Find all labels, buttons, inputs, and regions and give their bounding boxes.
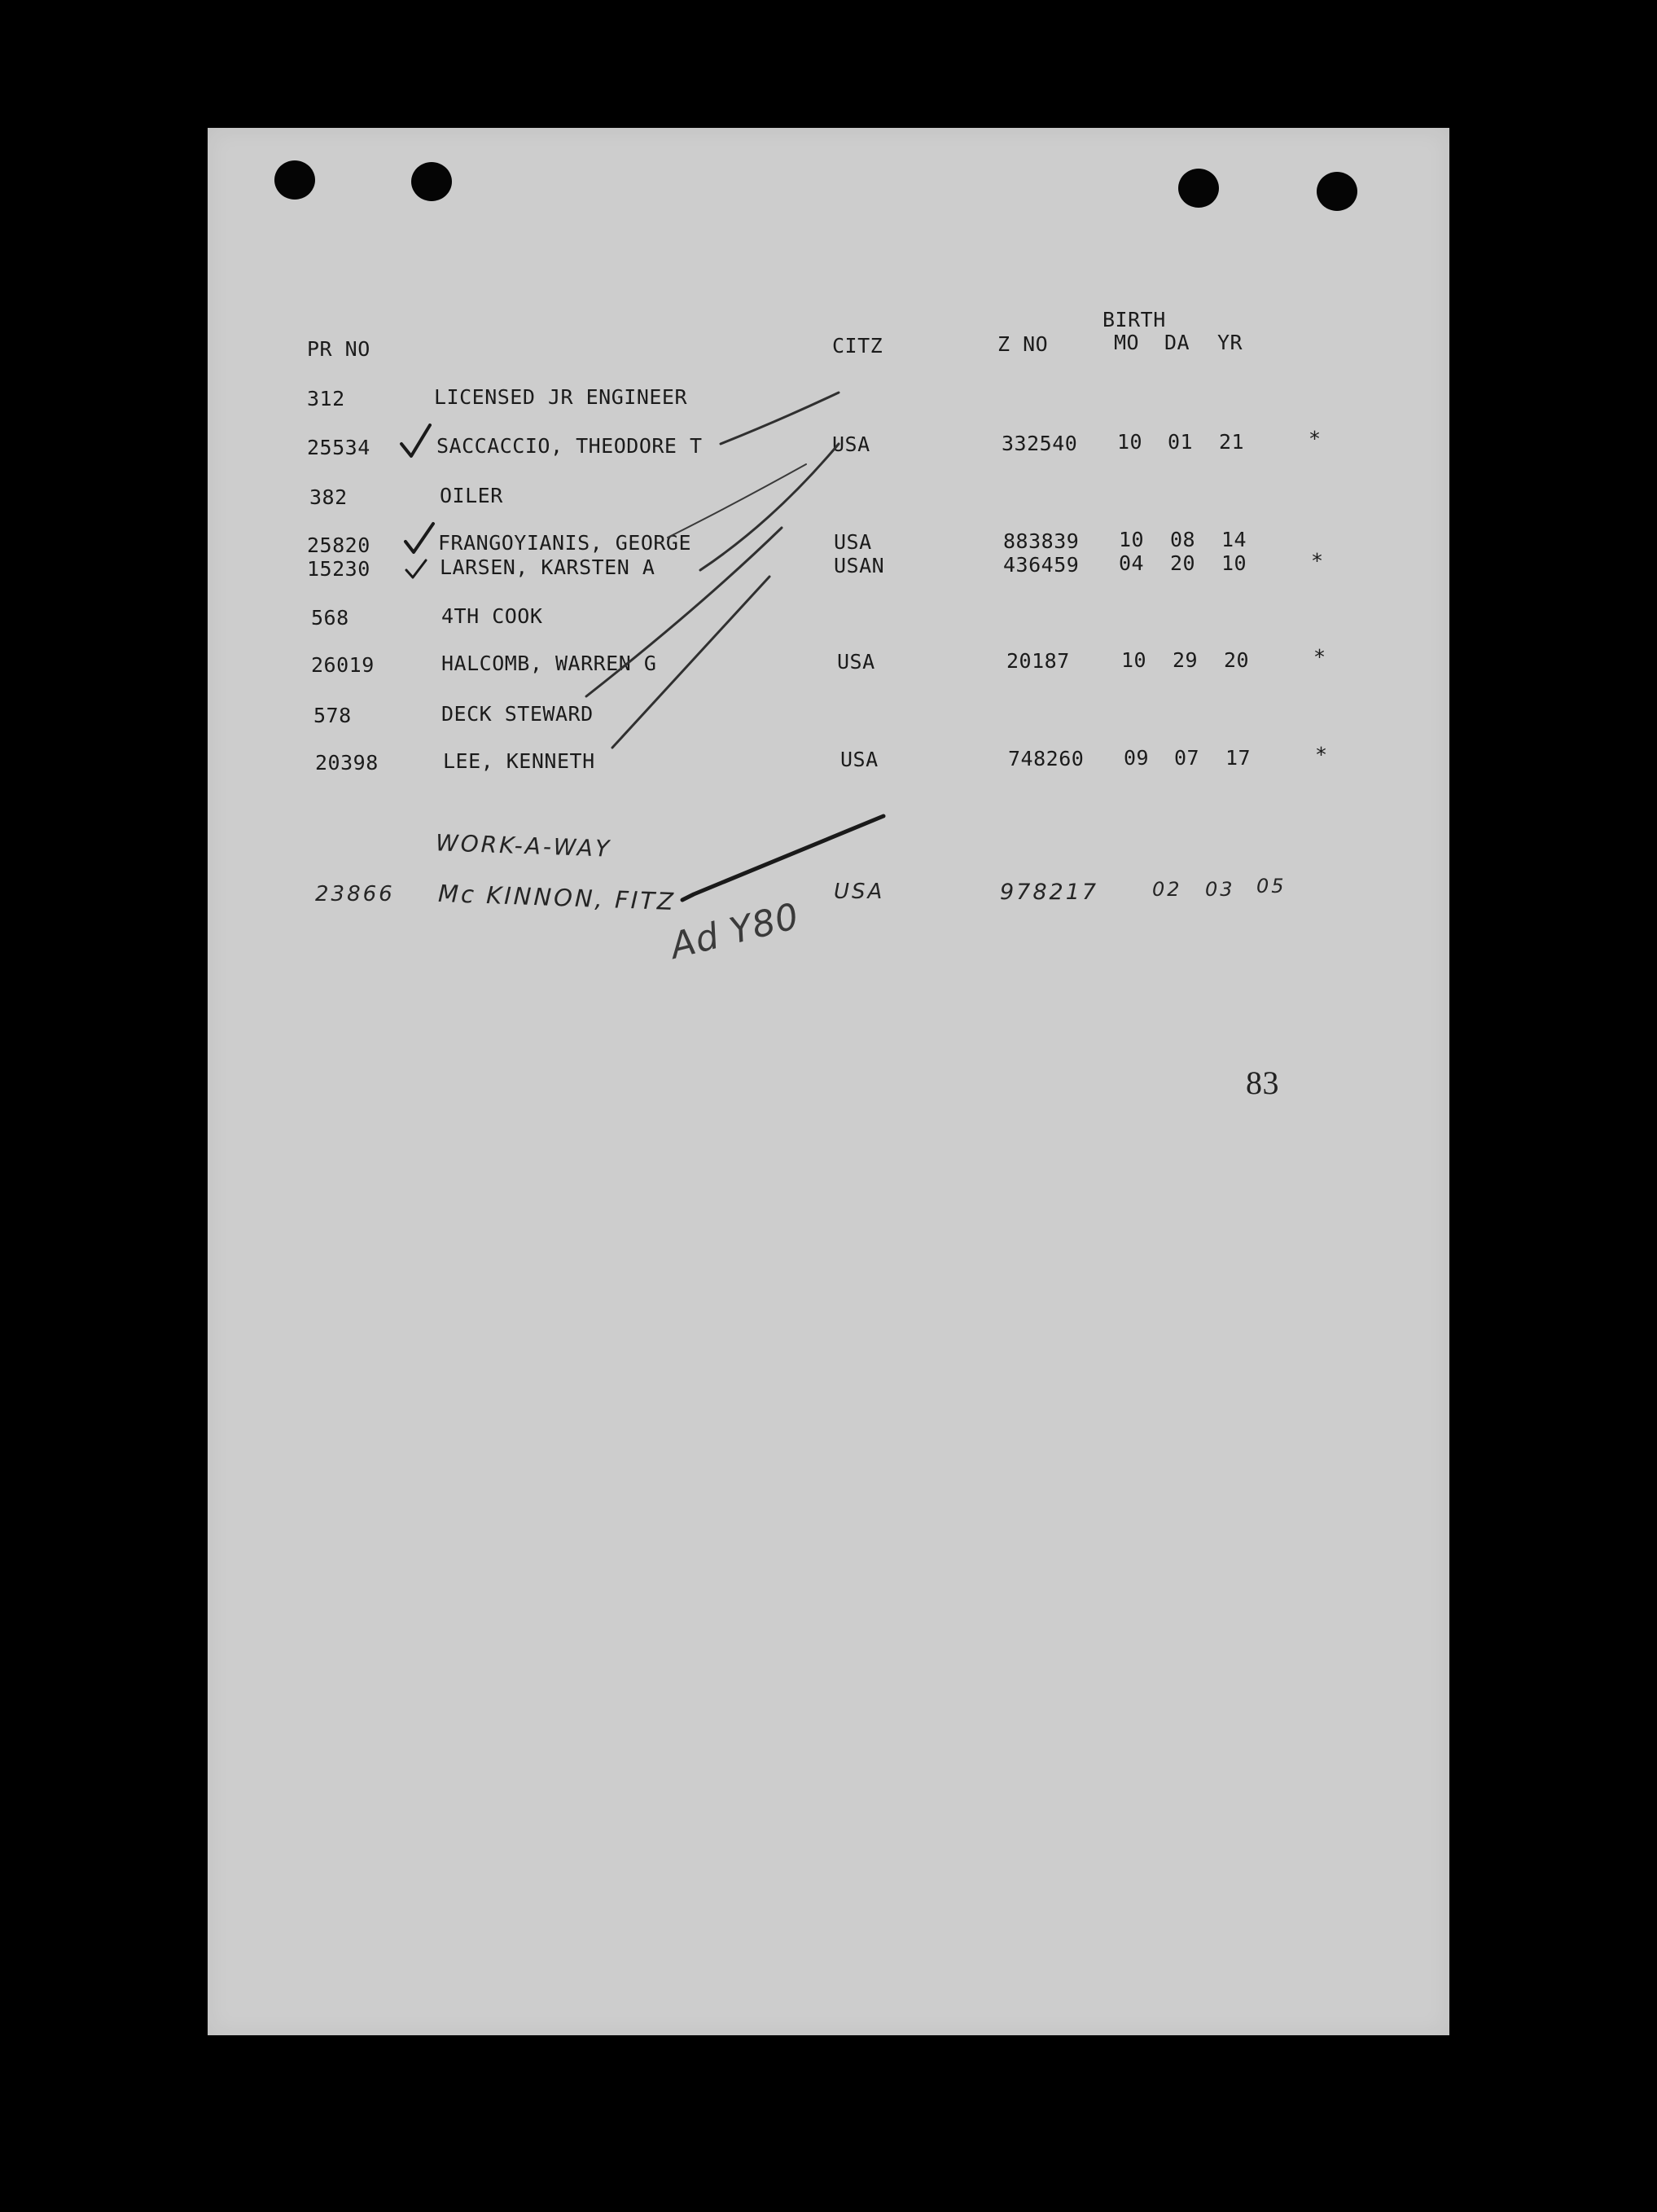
row-pr-no: 568 <box>311 606 349 630</box>
row-birth-da: 29 <box>1173 648 1199 672</box>
row-category: 4TH COOK <box>441 604 543 628</box>
header-da: DA <box>1164 331 1190 354</box>
punch-hole <box>411 162 452 201</box>
row-category: OILER <box>440 484 503 507</box>
row-birth-da: 20 <box>1170 551 1196 575</box>
row-pr-no: 382 <box>309 485 348 509</box>
handwritten-scrawl: Ad Y80 <box>666 895 804 968</box>
row-citizenship: USA <box>832 432 870 456</box>
row-z-no: 436459 <box>1003 553 1080 577</box>
row-pr-no: 20398 <box>315 751 379 775</box>
row-pr-no: 15230 <box>307 557 370 581</box>
punch-hole <box>1317 172 1357 211</box>
header-yr: YR <box>1217 331 1243 354</box>
row-asterisk: * <box>1313 645 1326 669</box>
row-z-no: 20187 <box>1006 649 1070 673</box>
punch-hole <box>274 160 315 200</box>
handwritten-birth-mo: 02 <box>1152 878 1182 901</box>
row-name: FRANGOYIANIS, GEORGE <box>438 531 692 555</box>
row-category: DECK STEWARD <box>441 702 594 726</box>
row-birth-da: 01 <box>1168 430 1194 454</box>
row-asterisk: * <box>1309 427 1322 450</box>
row-birth-mo: 04 <box>1119 551 1145 575</box>
row-z-no: 332540 <box>1002 432 1078 455</box>
row-birth-yr: 10 <box>1221 551 1247 575</box>
row-birth-yr: 17 <box>1225 746 1252 770</box>
row-asterisk: * <box>1311 549 1324 573</box>
handwritten-name: Mc KINNON, FITZ <box>437 879 677 916</box>
row-birth-mo: 10 <box>1117 430 1143 454</box>
handwritten-birth-da: 03 <box>1205 878 1235 901</box>
page-number: 83 <box>1246 1064 1279 1101</box>
header-pr-no: PR NO <box>307 337 370 361</box>
row-birth-da: 07 <box>1174 746 1200 770</box>
row-birth-da: 08 <box>1170 528 1196 551</box>
row-pr-no: 26019 <box>311 653 375 677</box>
row-citizenship: USAN <box>834 554 885 577</box>
row-birth-mo: 09 <box>1124 746 1150 770</box>
header-birth: BIRTH <box>1102 308 1166 331</box>
row-birth-yr: 21 <box>1219 430 1245 454</box>
row-pr-no: 312 <box>307 387 345 410</box>
punch-hole <box>1178 169 1219 208</box>
handwritten-pr-no: 23866 <box>315 882 395 906</box>
handwritten-citizenship: USA <box>834 880 885 904</box>
row-citizenship: USA <box>837 650 875 674</box>
row-name: LEE, KENNETH <box>443 749 595 773</box>
row-birth-yr: 14 <box>1221 528 1247 551</box>
row-birth-mo: 10 <box>1121 648 1147 672</box>
header-citz: CITZ <box>832 334 883 358</box>
row-name: LARSEN, KARSTEN A <box>440 555 655 579</box>
handwritten-heading: WORK-A-WAY <box>435 829 612 862</box>
row-name: SACCACCIO, THEODORE T <box>436 434 703 458</box>
row-asterisk: * <box>1315 743 1328 766</box>
header-z-no: Z NO <box>997 332 1049 356</box>
row-birth-yr: 20 <box>1224 648 1250 672</box>
handwritten-z-no: 978217 <box>1000 880 1099 905</box>
header-mo: MO <box>1114 331 1140 354</box>
row-pr-no: 578 <box>313 704 352 727</box>
row-citizenship: USA <box>840 748 879 771</box>
row-birth-mo: 10 <box>1119 528 1145 551</box>
row-z-no: 748260 <box>1008 747 1085 770</box>
row-pr-no: 25820 <box>307 533 370 557</box>
handwritten-birth-yr: 05 <box>1256 875 1287 898</box>
row-citizenship: USA <box>834 530 872 554</box>
row-pr-no: 25534 <box>307 436 370 459</box>
row-z-no: 883839 <box>1003 529 1080 553</box>
row-name: HALCOMB, WARREN G <box>441 652 657 675</box>
row-category: LICENSED JR ENGINEER <box>434 385 688 409</box>
